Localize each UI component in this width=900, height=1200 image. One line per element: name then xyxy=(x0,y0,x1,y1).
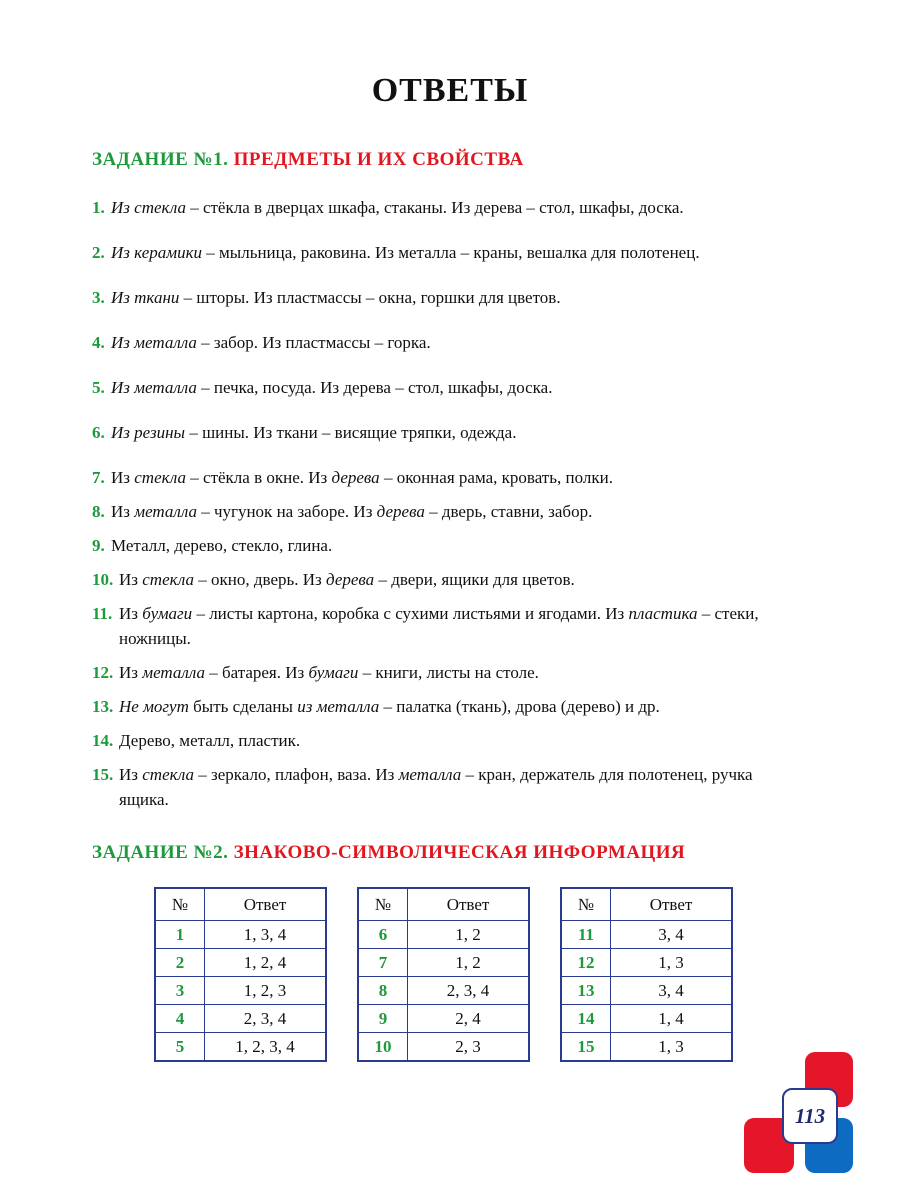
answer-number: 8. xyxy=(92,502,105,521)
answer-text: – дверь, ставни, забор. xyxy=(424,502,593,521)
table-row xyxy=(561,1033,732,1062)
answer-cell: 2, 3, 4 xyxy=(408,977,530,1005)
answer-text: – печка, посуда. Из дерева – стол, шкафы, доска. xyxy=(196,378,553,397)
answer-italic-text: стекла xyxy=(142,765,195,784)
answer-cell: 3, 4 xyxy=(611,977,733,1005)
answer-number: 11. xyxy=(92,604,113,623)
answer-number: 13. xyxy=(92,697,114,716)
answer-item-3 xyxy=(92,285,792,310)
task-number-cell: 10 xyxy=(358,1033,408,1062)
table-row xyxy=(358,949,529,977)
answer-number: 14. xyxy=(92,731,114,750)
table-row xyxy=(561,921,732,949)
table-row xyxy=(155,1033,326,1062)
answer-text: Металл, дерево, стекло, глина. xyxy=(111,536,333,555)
answer-italic-text: Из керамики xyxy=(111,243,203,262)
answers-list xyxy=(92,195,792,812)
answer-text: – двери, ящики для цветов. xyxy=(374,570,575,589)
answer-item-2 xyxy=(92,240,792,265)
answer-cell: 1, 2, 4 xyxy=(205,949,327,977)
section-2-title: ЗНАКОВО-СИМВОЛИЧЕСКАЯ ИНФОРМАЦИЯ xyxy=(233,842,686,863)
task-number-cell: 11 xyxy=(561,921,611,949)
task-number-cell: 4 xyxy=(155,1005,205,1033)
answer-table-3 xyxy=(560,887,733,1062)
answer-cell: 1, 2, 3 xyxy=(205,977,327,1005)
answer-text: Из xyxy=(119,604,143,623)
answer-number: 4. xyxy=(92,333,105,352)
answer-cell: 1, 2, 3, 4 xyxy=(205,1033,327,1062)
answer-cell: 1, 2 xyxy=(408,949,530,977)
answer-text: Из xyxy=(119,570,143,589)
answer-italic-text: из металла xyxy=(297,697,380,716)
answer-item-10 xyxy=(92,567,792,592)
answer-text: – забор. Из пластмассы – горка. xyxy=(196,333,431,352)
page-title: ОТВЕТЫ xyxy=(371,72,529,109)
answer-text: быть сделаны xyxy=(188,697,298,716)
answer-number: 5. xyxy=(92,378,105,397)
answer-text: Из xyxy=(111,502,135,521)
answer-text: – книги, листы на столе. xyxy=(358,663,539,682)
answer-text: – шины. Из ткани – висящие тряпки, одежда. xyxy=(185,423,517,442)
answer-item-15 xyxy=(92,762,792,812)
answer-item-5 xyxy=(92,375,792,400)
task-number-cell: 15 xyxy=(561,1033,611,1062)
section-2-label: ЗАДАНИЕ №2. xyxy=(92,842,229,863)
answer-number: 2. xyxy=(92,243,105,262)
answer-table-1 xyxy=(154,887,327,1062)
table-header-num: № xyxy=(358,888,408,921)
answer-cell: 2, 4 xyxy=(408,1005,530,1033)
answer-text: – стёкла в дверцах шкафа, стаканы. Из дерева – стол, шкафы, доска. xyxy=(185,198,684,217)
answer-text: Дерево, металл, пластик. xyxy=(119,731,301,750)
answer-text: Из xyxy=(111,468,135,487)
answer-italic-text: металла xyxy=(134,502,197,521)
task-number-cell: 5 xyxy=(155,1033,205,1062)
table-header-answer: Ответ xyxy=(205,888,327,921)
answer-item-9 xyxy=(92,533,792,558)
answer-text: – батарея. Из xyxy=(204,663,309,682)
task-number-cell: 1 xyxy=(155,921,205,949)
answer-italic-text: дерева xyxy=(331,468,380,487)
answer-cell: 1, 3 xyxy=(611,1033,733,1062)
answer-italic-text: стекла xyxy=(142,570,195,589)
answer-italic-text: Из ткани xyxy=(111,288,180,307)
table-header-row xyxy=(358,888,529,921)
answer-item-1 xyxy=(92,195,792,220)
answer-cell: 2, 3, 4 xyxy=(205,1005,327,1033)
table-row xyxy=(358,921,529,949)
table-row xyxy=(155,1005,326,1033)
answer-cell: 1, 3, 4 xyxy=(205,921,327,949)
table-header-row xyxy=(561,888,732,921)
answer-italic-text: Из стекла xyxy=(111,198,186,217)
answer-number: 1. xyxy=(92,198,105,217)
answer-italic-text: пластика xyxy=(628,604,698,623)
answer-item-8 xyxy=(92,499,792,524)
answer-item-12 xyxy=(92,660,792,685)
answer-text: – шторы. Из пластмассы – окна, горшки для цветов. xyxy=(179,288,561,307)
table-header-row xyxy=(155,888,326,921)
answer-italic-text: металла xyxy=(142,663,205,682)
answer-text: Из xyxy=(119,765,143,784)
page-number: 113 xyxy=(782,1088,838,1144)
task-number-cell: 9 xyxy=(358,1005,408,1033)
section-1-label: ЗАДАНИЕ №1. xyxy=(92,149,229,170)
task-number-cell: 14 xyxy=(561,1005,611,1033)
answer-italic-text: дерева xyxy=(326,570,375,589)
answer-text: – окно, дверь. Из xyxy=(194,570,327,589)
table-row xyxy=(358,1005,529,1033)
answer-italic-text: Не могут xyxy=(119,697,189,716)
answer-number: 7. xyxy=(92,468,105,487)
answer-text: – стёкла в окне. Из xyxy=(186,468,332,487)
table-header-answer: Ответ xyxy=(611,888,733,921)
answer-text: – кран, держатель для полотенец, ручка ящика. xyxy=(119,765,753,809)
answer-cell: 1, 2 xyxy=(408,921,530,949)
task-number-cell: 12 xyxy=(561,949,611,977)
answer-item-4 xyxy=(92,330,792,355)
answer-italic-text: бумаги xyxy=(142,604,193,623)
task-number-cell: 3 xyxy=(155,977,205,1005)
table-header-num: № xyxy=(561,888,611,921)
answer-italic-text: Из резины xyxy=(111,423,186,442)
answer-cell: 1, 3 xyxy=(611,949,733,977)
table-header-answer: Ответ xyxy=(408,888,530,921)
section-2-heading xyxy=(92,842,685,864)
task-number-cell: 8 xyxy=(358,977,408,1005)
table-row xyxy=(561,977,732,1005)
table-row xyxy=(358,1033,529,1062)
section-1-title: ПРЕДМЕТЫ И ИХ СВОЙСТВА xyxy=(233,149,524,170)
answer-cell: 3, 4 xyxy=(611,921,733,949)
answer-number: 15. xyxy=(92,765,114,784)
task-number-cell: 7 xyxy=(358,949,408,977)
answer-italic-text: стекла xyxy=(134,468,187,487)
task-number-cell: 6 xyxy=(358,921,408,949)
answer-cell: 2, 3 xyxy=(408,1033,530,1062)
answer-text: – листы картона, коробка с сухими листьями и ягодами. Из xyxy=(192,604,629,623)
answer-item-14 xyxy=(92,728,792,753)
answer-text: – зеркало, плафон, ваза. Из xyxy=(194,765,399,784)
answer-number: 3. xyxy=(92,288,105,307)
answer-italic-text: бумаги xyxy=(308,663,359,682)
table-header-num: № xyxy=(155,888,205,921)
answer-item-13 xyxy=(92,694,792,719)
answer-number: 12. xyxy=(92,663,114,682)
answer-text: – чугунок на заборе. Из xyxy=(196,502,377,521)
task-number-cell: 2 xyxy=(155,949,205,977)
answer-table-2 xyxy=(357,887,530,1062)
answer-cell: 1, 4 xyxy=(611,1005,733,1033)
answer-text: – мыльница, раковина. Из металла – краны, вешалка для полотенец. xyxy=(202,243,700,262)
answer-italic-text: Из металла xyxy=(111,333,197,352)
answer-number: 6. xyxy=(92,423,105,442)
answer-number: 10. xyxy=(92,570,114,589)
table-row xyxy=(358,977,529,1005)
table-row xyxy=(561,1005,732,1033)
answer-text: – палатка (ткань), дрова (дерево) и др. xyxy=(379,697,660,716)
answer-italic-text: металла xyxy=(398,765,462,784)
answer-text: Из xyxy=(119,663,143,682)
table-row xyxy=(155,921,326,949)
answer-item-6 xyxy=(92,420,792,445)
answer-item-7 xyxy=(92,465,792,490)
answer-number: 9. xyxy=(92,536,105,555)
table-row xyxy=(561,949,732,977)
answer-italic-text: дерева xyxy=(376,502,425,521)
answer-text: – стеки, ножницы. xyxy=(119,604,759,648)
section-1-heading xyxy=(92,149,524,171)
table-row xyxy=(155,977,326,1005)
table-row xyxy=(155,949,326,977)
answer-item-11 xyxy=(92,601,792,651)
answer-italic-text: Из металла xyxy=(111,378,197,397)
answer-text: – оконная рама, кровать, полки. xyxy=(379,468,613,487)
task-number-cell: 13 xyxy=(561,977,611,1005)
